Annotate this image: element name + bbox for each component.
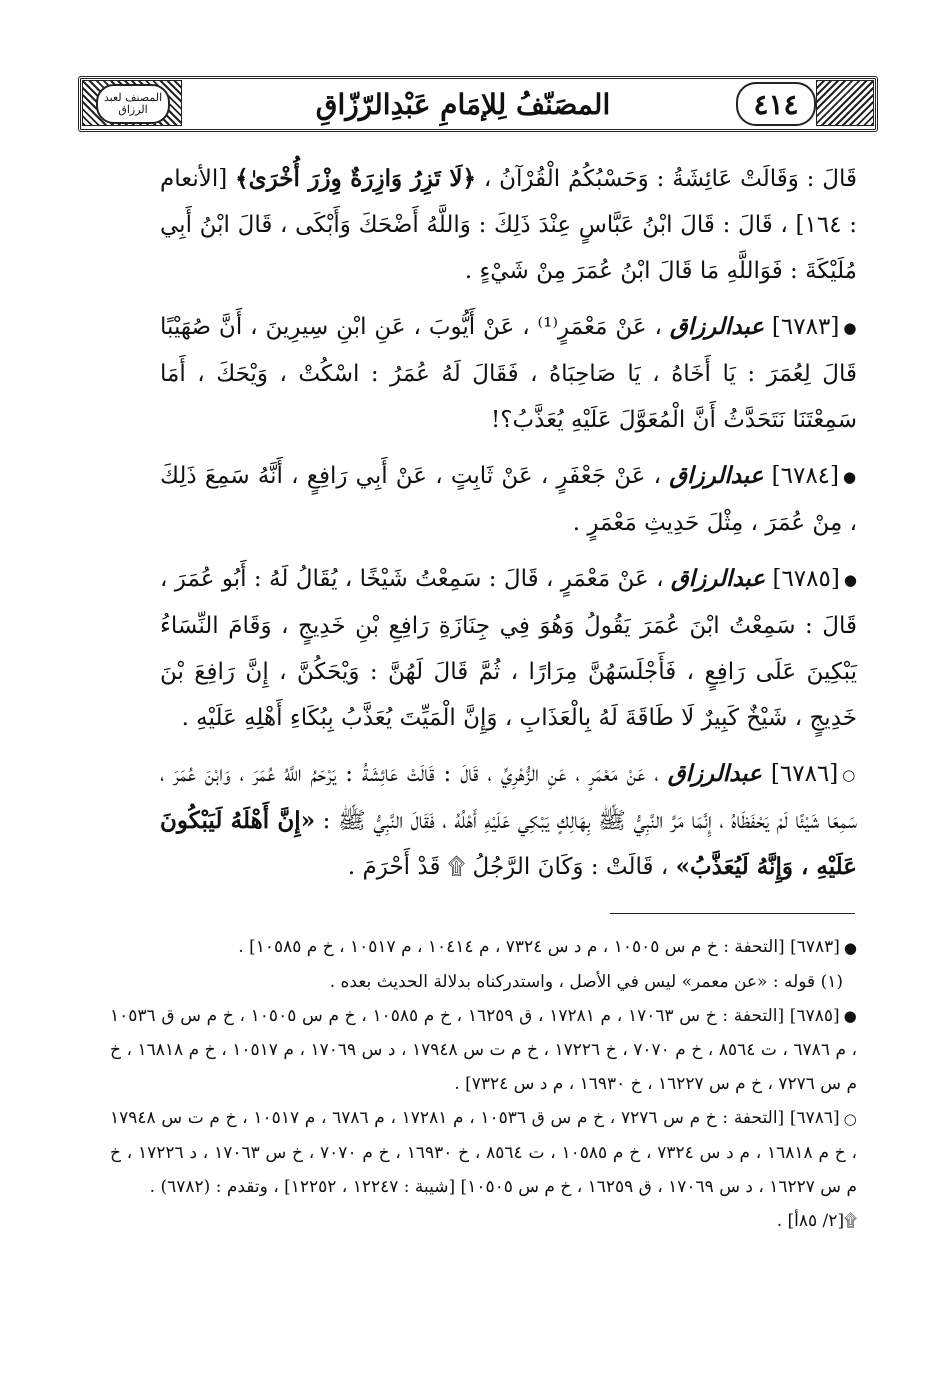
- header-seal: المصنف لعبد الرزاق: [96, 84, 170, 124]
- hadith-number: [٦٧٨٣]: [771, 314, 840, 340]
- narrator-name: عبدالرزاق: [670, 565, 766, 592]
- prophetic-quote: «إِنَّ أَهْلَهُ لَيَبْكُونَ عَلَيْهِ ، وَإِنَّهُ لَيُعَذَّبُ»: [160, 807, 857, 880]
- narrator-name: عبدالرزاق: [669, 313, 765, 340]
- main-text: [160, 156, 857, 900]
- filled-circle-icon: ●: [843, 571, 858, 589]
- hadith-number: [٦٧٨٤]: [771, 463, 840, 489]
- footnote-6785: ●[٦٧٨٥] [التحفة : خ س ١٧٠٦٣ ، م ١٧٢٨١ ، ق ١٦٢٥٩ ، خ م ١٠٥٨٥ ، خ م س ١٠٥٠٥ ، خ م س ق ١٠٥٣٦ ، م ٦٧٨٦ ، ت ٨٥٦٤ ، خ م ٧٠٧٠ ، خ ١٧٢٢٦ ، خ م ت س ١٧٩٤٨ ، د س ١٧٠٦٩ ، م ١٠٥١٧ ، خ م ١٦٨١٨ ، خ م س ٧٢٧٦ ، خ م س ١٦٢٢٧ ، خ ١٦٩٣٠ ، م د س ٧٣٢٤] .: [110, 1005, 858, 1094]
- filled-circle-icon: ●: [843, 938, 857, 957]
- footnotes: [110, 930, 857, 1238]
- filled-circle-icon: ●: [843, 468, 857, 486]
- open-circle-icon: ○: [843, 1109, 858, 1128]
- page-number: ٤١٤: [736, 82, 816, 126]
- hadith-number: [٦٧٨٦]: [770, 761, 839, 787]
- filled-circle-icon: ●: [843, 319, 857, 337]
- footnote-1: (١) قوله : «عن معمر» ليس في الأصل ، واستدركناه بدلالة الحديث بعده .: [329, 971, 843, 992]
- open-circle-icon: ○: [842, 766, 858, 784]
- hadith-number: [٦٧٨٥]: [772, 566, 840, 592]
- hadith-6785: ●[٦٧٨٥] عبدالرزاق ، عَنْ مَعْمَرٍ ، قَالَ : سَمِعْتُ شَيْخًا ، يُقَالُ لَهُ : أَبُو عُمَرَ ، قَالَ : سَمِعْتُ ابْنَ عُمَرَ يَقُولُ وَهُوَ فِي جِنَازَةِ رَافِعِ بْنِ خَدِيجٍ ، وَقَامَ النِّسَاءُ يَبْكِينَ عَلَى رَافِعٍ ، فَأَجْلَسَهُنَّ مِرَارًا ، ثُمَّ قَالَ لَهُنَّ : وَيْحَكُنَّ ، إِنَّ رَافِعَ بْنَ خَدِيجٍ ، شَيْخٌ كَبِيرٌ لَا طَاقَةَ لَهُ بِالْعَذَابِ ، وَإِنَّ الْمَيِّتَ يُعَذَّبُ بِبُكَاءِ أَهْلِهِ عَلَيْهِ .: [160, 565, 858, 731]
- footnote-divider: [610, 913, 855, 914]
- page-header: [78, 76, 878, 132]
- hadith-6784: ●[٦٧٨٤] عبدالرزاق ، عَنْ جَعْفَرٍ ، عَنْ ثَابِتٍ ، عَنْ أَبِي رَافِعٍ ، أَنَّهُ سَمِعَ ذَلِكَ ، مِنْ عُمَرَ ، مِثْلَ حَدِيثِ مَعْمَرٍ .: [160, 462, 857, 536]
- book-title: المصَنّفُ لِلإمَامِ عَبْدِالرّزّاقِ: [315, 87, 611, 121]
- filled-circle-icon: ●: [843, 1007, 857, 1025]
- quran-verse: ﴿لَا تَزِرُ وَازِرَةٌ وِزْرَ أُخْرَىٰ﴾: [235, 165, 476, 192]
- narrator-name: عبدالرزاق: [669, 462, 764, 489]
- hadith-6783: ●[٦٧٨٣] عبدالرزاق ، عَنْ مَعْمَرٍ⁽¹⁾ ، عَنْ أَيُّوبَ ، عَنِ ابْنِ سِيرِينَ ، أَنَّ صُهَيْبًا قَالَ لِعُمَرَ : يَا أَخَاهُ ، يَا صَاحِبَاهُ ، فَقَالَ لَهُ عُمَرُ : اسْكُتْ ، وَيْحَكَ ، أَمَا سَمِعْتَنَا نَتَحَدَّثُ أَنَّ الْمُعَوَّلَ عَلَيْهِ يُعَذَّبُ؟!: [160, 313, 857, 433]
- footnote-manuscript-ref: ۩[٢/ ٨٥أ] .: [776, 1210, 857, 1231]
- hadith-6786: ○[٦٧٨٦] عبدالرزاق ، عَنْ مَعْمَرٍ ، عَنِ الزُّهْرِيِّ ، قَالَ : قَالَتْ عَائِشَةُ : يَرْحَمُ اللَّهُ عُمَرَ ، وَابْنَ عُمَرَ ، سَمِعَا شَيْئًا لَمْ يَحْفَظَاهُ ، إِنَّمَا مَرَّ النَّبِيُّ ﷺ بِهَالِكٍ يَبْكِي عَلَيْهِ أَهْلُهُ ، فَقَالَ النَّبِيُّ ﷺ : «إِنَّ أَهْلَهُ لَيَبْكُونَ عَلَيْهِ ، وَإِنَّهُ لَيُعَذَّبُ» ، قَالَتْ : وَكَانَ الرَّجُلُ ۩ قَدْ أَحْرَمَ .: [160, 760, 858, 880]
- narrator-name: عبدالرزاق: [667, 760, 762, 787]
- paragraph-continuation: قَالَ : وَقَالَتْ عَائِشَةُ : وَحَسْبُكُمُ الْقُرْآنُ ، ﴿لَا تَزِرُ وَازِرَةٌ وِزْرَ أُخْرَىٰ﴾ [الأنعام : ١٦٤] ، قَالَ : قَالَ ابْنُ عَبَّاسٍ عِنْدَ ذَلِكَ : وَاللَّهُ أَضْحَكَ وَأَبْكَى ، قَالَ ابْنُ أَبِي مُلَيْكَةَ : فَوَاللَّهِ مَا قَالَ ابْنُ عُمَرَ مِنْ شَيْءٍ .: [160, 165, 857, 284]
- footnote-6786: ○[٦٧٨٦] [التحفة : خ م س ٧٢٧٦ ، خ م س ق ١٠٥٣٦ ، م ١٧٢٨١ ، م ٦٧٨٦ ، م ١٠٥١٧ ، خ م ت س ١٧٩٤٨ ، خ م ١٦٨١٨ ، م د س ٧٣٢٤ ، خ م ١٠٥٨٥ ، ت ٨٥٦٤ ، خ ١٦٩٣٠ ، خ م ٧٠٧٠ ، خ س ١٧٠٦٣ ، د ١٧٢٢٦ ، خ م س ١٦٢٢٧ ، د س ١٧٠٦٩ ، ق ١٦٢٥٩ ، خ م س ١٠٥٠٥] [شيبة : ١٢٢٤٧ ، ١٢٢٥٢] ، وتقدم : (٦٧٨٢) .: [110, 1108, 858, 1197]
- header-ornament-right: [816, 80, 874, 126]
- footnote-6783: ●[٦٧٨٣] [التحفة : خ م س ١٠٥٠٥ ، م د س ٧٣٢٤ ، م ١٠٤١٤ ، م ١٠٥١٧ ، خ م ١٠٥٨٥] .: [238, 937, 857, 957]
